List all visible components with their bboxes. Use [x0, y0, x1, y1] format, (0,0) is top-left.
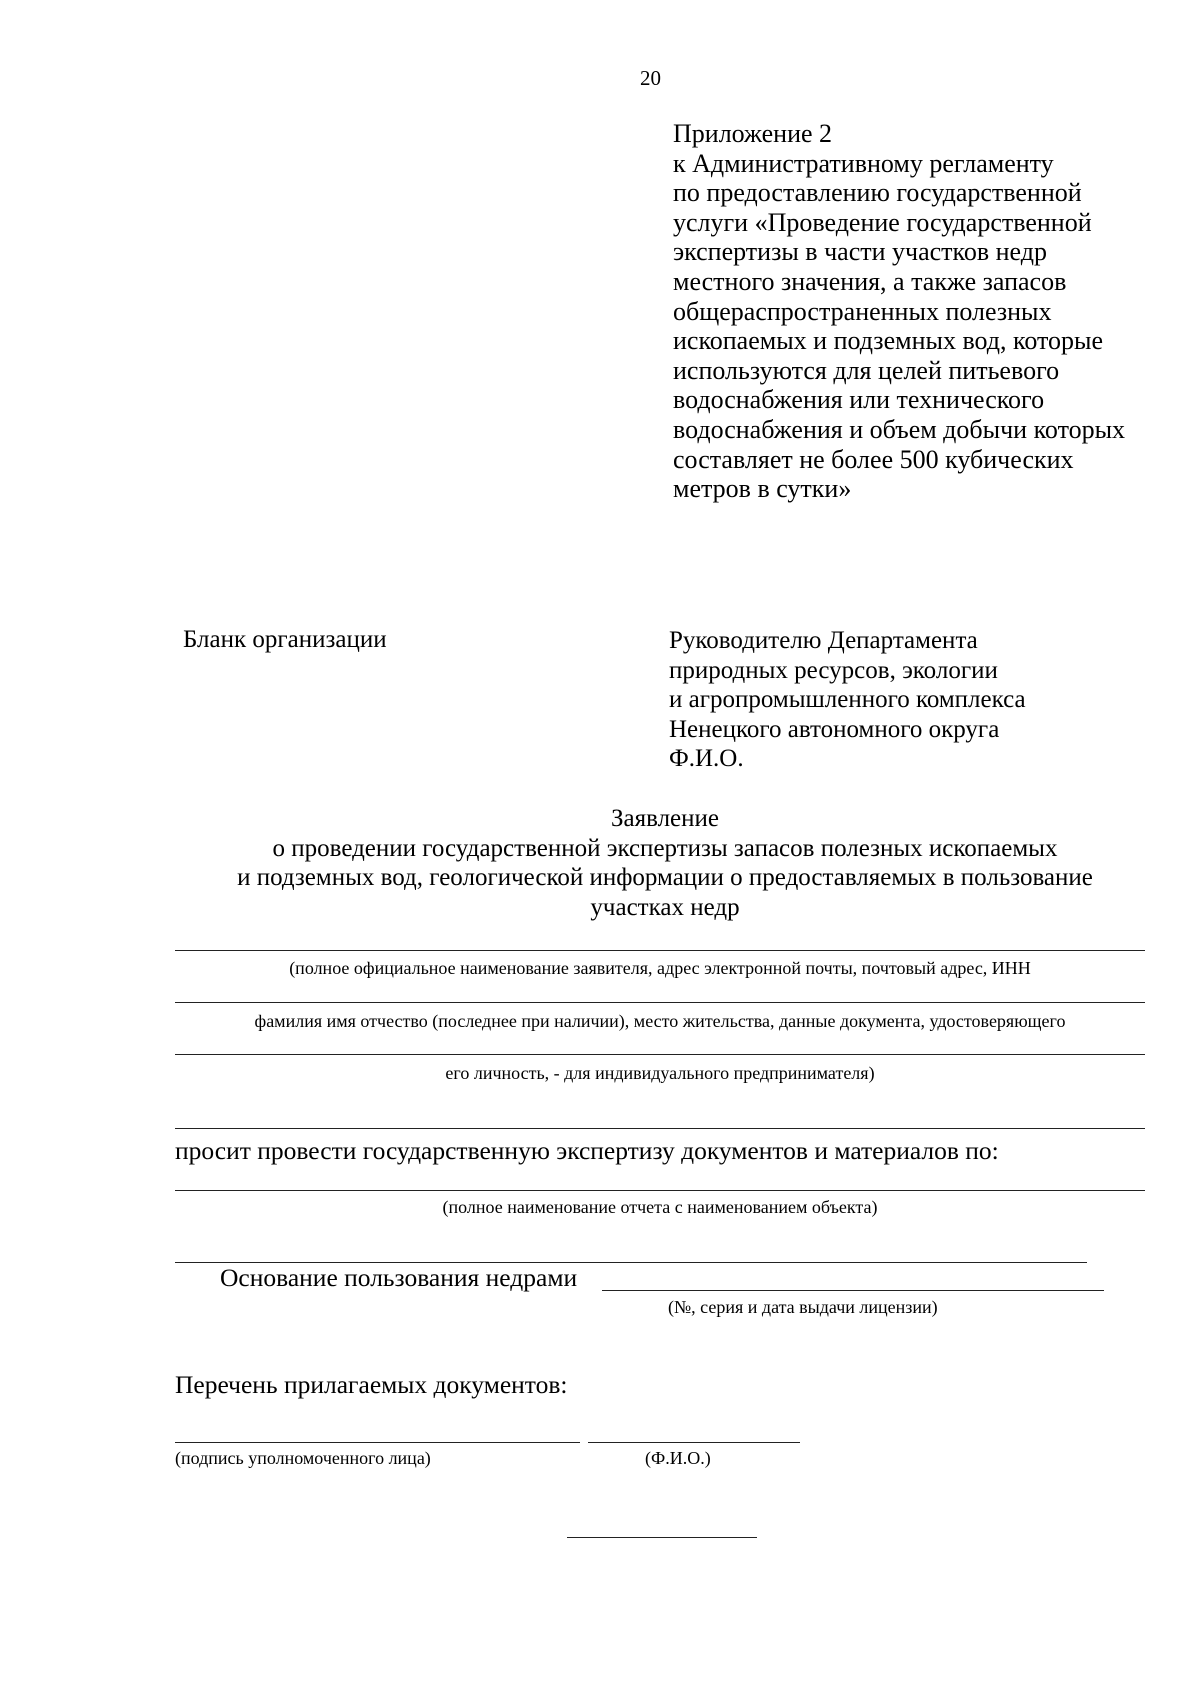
applicant-details-field-line[interactable] — [175, 1002, 1145, 1003]
appendix-line: по предоставлению государственной — [673, 178, 1082, 208]
request-text: просит провести государственную экспертизу документов и материалов по: — [175, 1136, 999, 1165]
appendix-line: местного значения, а также запасов — [673, 266, 1067, 296]
applicant-identity-field-line[interactable] — [175, 1054, 1145, 1055]
applicant-caption: его личность, - для индивидуального предпринимателя) — [445, 1063, 875, 1083]
signature-caption: (подпись уполномоченного лица) — [175, 1448, 431, 1468]
applicant-caption: (полное официальное наименование заявителя, адрес электронной почты, почтовый адрес, ИНН — [289, 958, 1031, 978]
appendix-line: водоснабжения или технического — [673, 385, 1045, 415]
addressee-line: Руководителю Департамента — [669, 627, 978, 654]
statement-subtitle-line: и подземных вод, геологической информации о предоставляемых в пользование — [237, 864, 1093, 891]
appendix-line: используются для целей питьевого — [673, 355, 1060, 385]
report-name-field-line[interactable] — [175, 1190, 1145, 1191]
addressee-line: Ф.И.О. — [669, 745, 744, 772]
report-caption: (полное наименование отчета с наименованием объекта) — [442, 1197, 878, 1217]
fio-field-line[interactable] — [588, 1442, 800, 1443]
appendix-line: метров в сутки» — [673, 474, 852, 504]
end-of-document-divider — [567, 1537, 757, 1538]
statement-title: Заявление — [610, 805, 720, 832]
appendix-line: общераспространенных полезных — [673, 296, 1052, 326]
appendix-line: экспертизы в части участков недр — [673, 237, 1047, 267]
organization-letterhead-label: Бланк организации — [183, 626, 387, 653]
appendix-header — [673, 119, 1125, 504]
appendix-line: к Административному регламенту — [673, 148, 1054, 178]
addressee-block — [669, 626, 1026, 774]
addressee-line: природных ресурсов, экологии — [669, 656, 998, 684]
statement-title-block — [150, 804, 1180, 922]
appendix-line: водоснабжения и объем добычи которых — [673, 414, 1126, 444]
appendix-line: услуги «Проведение государственной — [673, 207, 1092, 237]
license-caption: (№, серия и дата выдачи лицензии) — [668, 1297, 938, 1317]
license-field-line[interactable] — [602, 1290, 1104, 1291]
fio-caption: (Ф.И.О.) — [645, 1448, 711, 1468]
applicant-extra-field-line[interactable] — [175, 1128, 1145, 1129]
statement-subtitle-line: о проведении государственной экспертизы запасов полезных ископаемых — [272, 834, 1058, 862]
appendix-line: составляет не более 500 кубических — [673, 444, 1074, 474]
subsoil-use-basis-label: Основание пользования недрами — [220, 1263, 578, 1292]
attached-documents-label: Перечень прилагаемых документов: — [175, 1370, 568, 1399]
applicant-name-field-line[interactable] — [175, 950, 1145, 951]
page-number: 20 — [640, 66, 661, 90]
applicant-caption: фамилия имя отчество (последнее при наличии), место жительства, данные документа, удостоверяющего — [254, 1011, 1066, 1031]
addressee-line: и агропромышленного комплекса — [669, 686, 1026, 713]
appendix-line: ископаемых и подземных вод, которые — [673, 326, 1104, 356]
signature-field-line[interactable] — [175, 1442, 580, 1443]
addressee-line: Ненецкого автономного округа — [669, 715, 1000, 743]
statement-subtitle-line: участках недр — [590, 893, 740, 921]
appendix-line: Приложение 2 — [673, 119, 833, 148]
